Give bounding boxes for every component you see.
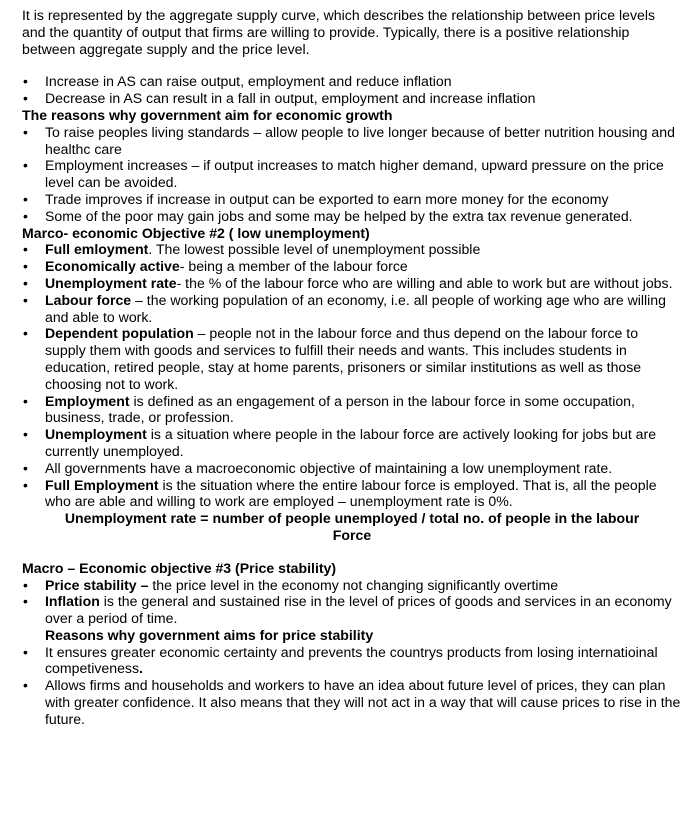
- definition: – people not in the labour force and thus depend on the labour force to supply them with goods and services to fulfill their needs and wants. This includes students in education, retired people, stay at home parents, prisoners or similar institutions as well as those choosing not to work.: [45, 325, 642, 392]
- term: Unemployment rate: [45, 274, 177, 291]
- list-item: [22, 477, 682, 511]
- price-stability-list: [22, 577, 682, 627]
- list-item: [22, 292, 682, 326]
- list-item: [22, 393, 682, 427]
- definition: All governments have a macroeconomic objective of maintaining a low unemployment rate.: [45, 459, 613, 476]
- list-item: [22, 241, 682, 258]
- list-item: [22, 460, 682, 477]
- list-item: • To raise peoples living standards – allow people to live longer because of better nutrition housing and healthc care: [22, 124, 682, 158]
- term: Price stability –: [45, 576, 149, 593]
- list-item: • Trade improves if increase in output can be exported to earn more money for the economy: [22, 191, 682, 208]
- list-item: • Increase in AS can raise output, employment and reduce inflation: [22, 73, 682, 90]
- list-item: [22, 593, 682, 627]
- unemployment-definitions-list: [22, 241, 682, 510]
- definition: the price level in the economy not changing significantly overtime: [148, 576, 559, 593]
- reason-text: It ensures greater economic certainty and prevents the countrys products from losing internatioinal competiveness: [45, 643, 658, 677]
- price-stability-reasons-list: [22, 644, 682, 728]
- intro-paragraph: It is represented by the aggregate supply curve, which describes the relationship between price levels and the quantity of output that firms are willing to provide. Typically, there is a positive relationship between aggregate supply and the price level.: [22, 7, 656, 57]
- term: Employment: [45, 392, 130, 409]
- list-item: [22, 677, 682, 727]
- price-stability-heading: Macro – Economic objective #3 (Price stability): [22, 559, 337, 576]
- definition: is defined as an engagement of a person in the labour force in some occupation, business, trade, or profession.: [45, 392, 635, 426]
- list-item: • Some of the poor may gain jobs and some may be helped by the extra tax revenue generated.: [22, 208, 682, 225]
- term: Labour force: [45, 291, 132, 308]
- list-item: [22, 325, 682, 392]
- definition: . The lowest possible level of unemployment possible: [148, 241, 481, 258]
- term: Inflation: [45, 593, 100, 610]
- list-item: • Decrease in AS can result in a fall in output, employment and increase inflation: [22, 90, 682, 107]
- as-effects-list: [22, 73, 682, 107]
- reason-text: Allows firms and households and workers to have an idea about future level of prices, they can plan with greater confidence. It also means that they will not act in a way that will cause prices to rise in the future.: [45, 677, 681, 727]
- list-item: [22, 275, 682, 292]
- unemployment-heading: Marco- economic Objective #2 ( low unemployment): [22, 224, 370, 241]
- unemployment-rate-formula: Unemployment rate = number of people unemployed / total no. of people in the labour Force: [64, 510, 640, 543]
- price-stability-reasons-heading: Reasons why government aims for price stability: [45, 626, 374, 643]
- definition: is a situation where people in the labour force are actively looking for jobs but are currently unemployed.: [45, 426, 657, 459]
- term: Unemployment: [45, 426, 147, 443]
- definition: is the general and sustained rise in the level of prices of goods and services in an economy over a period of time.: [45, 593, 672, 627]
- term: Full Employment: [45, 476, 159, 493]
- reason-tail: .: [139, 660, 143, 677]
- growth-reasons-list: [22, 124, 682, 225]
- list-item: [22, 644, 682, 678]
- list-item: • Employment increases – if output increases to match higher demand, upward pressure on the price level can be avoided.: [22, 157, 682, 191]
- term: Full emloyment: [45, 241, 149, 258]
- list-item: [22, 426, 682, 460]
- definition: – the working population of an economy, i.e. all people of working age who are willing and able to work.: [45, 291, 666, 325]
- list-item: [22, 577, 682, 594]
- definition: - being a member of the labour force: [179, 258, 408, 275]
- list-item: [22, 258, 682, 275]
- definition: is the situation where the entire labour force is employed. That is, all the people who are able and willing to work are employed – unemployment rate is 0%.: [45, 476, 657, 510]
- growth-heading: The reasons why government aim for economic growth: [22, 106, 393, 123]
- term: Dependent population: [45, 325, 194, 342]
- term: Economically active: [45, 258, 180, 275]
- definition: - the % of the labour force who are willing and able to work but are without jobs.: [176, 274, 673, 291]
